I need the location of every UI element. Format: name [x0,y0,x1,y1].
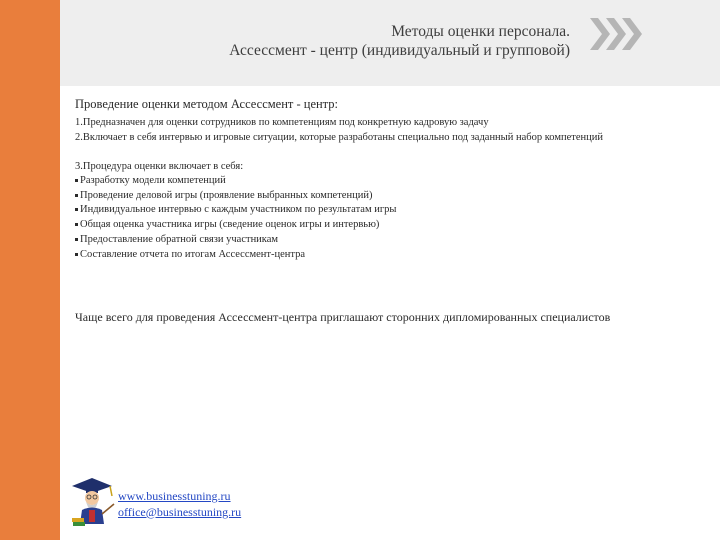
title-line-2: Ассессмент - центр (индивидуальный и групповой) [229,42,570,59]
procedure-list [75,174,715,262]
list-item: Проведение деловой игры (проявление выбранных компетенций) [75,189,715,204]
list-item: Разработку модели компетенций [75,174,715,189]
point-1: 1.Предназначен для оценки сотрудников по компетенциям под конкретную кадровую задачу [75,117,489,128]
left-accent-band [0,0,60,540]
point-3-intro: 3.Процедура оценки включает в себя: [75,161,244,172]
contact-links [118,489,241,520]
professor-mascot-icon [66,474,116,528]
list-item: Составление отчета по итогам Ассессмент-центра [75,248,715,263]
list-item: Индивидуальное интервью с каждым участником по результатам игры [75,203,715,218]
triple-chevron-right-icon [590,16,646,52]
website-link[interactable]: www.businesstuning.ru [118,489,231,503]
list-item: Общая оценка участника игры (сведение оценок игры и интервью) [75,218,715,233]
slide-content [75,96,715,262]
email-link[interactable]: office@businesstuning.ru [118,504,242,519]
point-2: 2.Включает в себя интервью и игровые ситуации, которые разработаны специально под заданный набор компетенций [75,132,603,143]
final-note: Чаще всего для проведения Ассессмент-центра приглашают сторонних дипломированных специалистов [75,310,611,324]
section-heading: Проведение оценки методом Ассессмент - центр: [75,97,339,111]
list-item: Предоставление обратной связи участникам [75,233,715,248]
title-line-1: Методы оценки персонала. [391,23,570,40]
slide-title [229,22,570,60]
